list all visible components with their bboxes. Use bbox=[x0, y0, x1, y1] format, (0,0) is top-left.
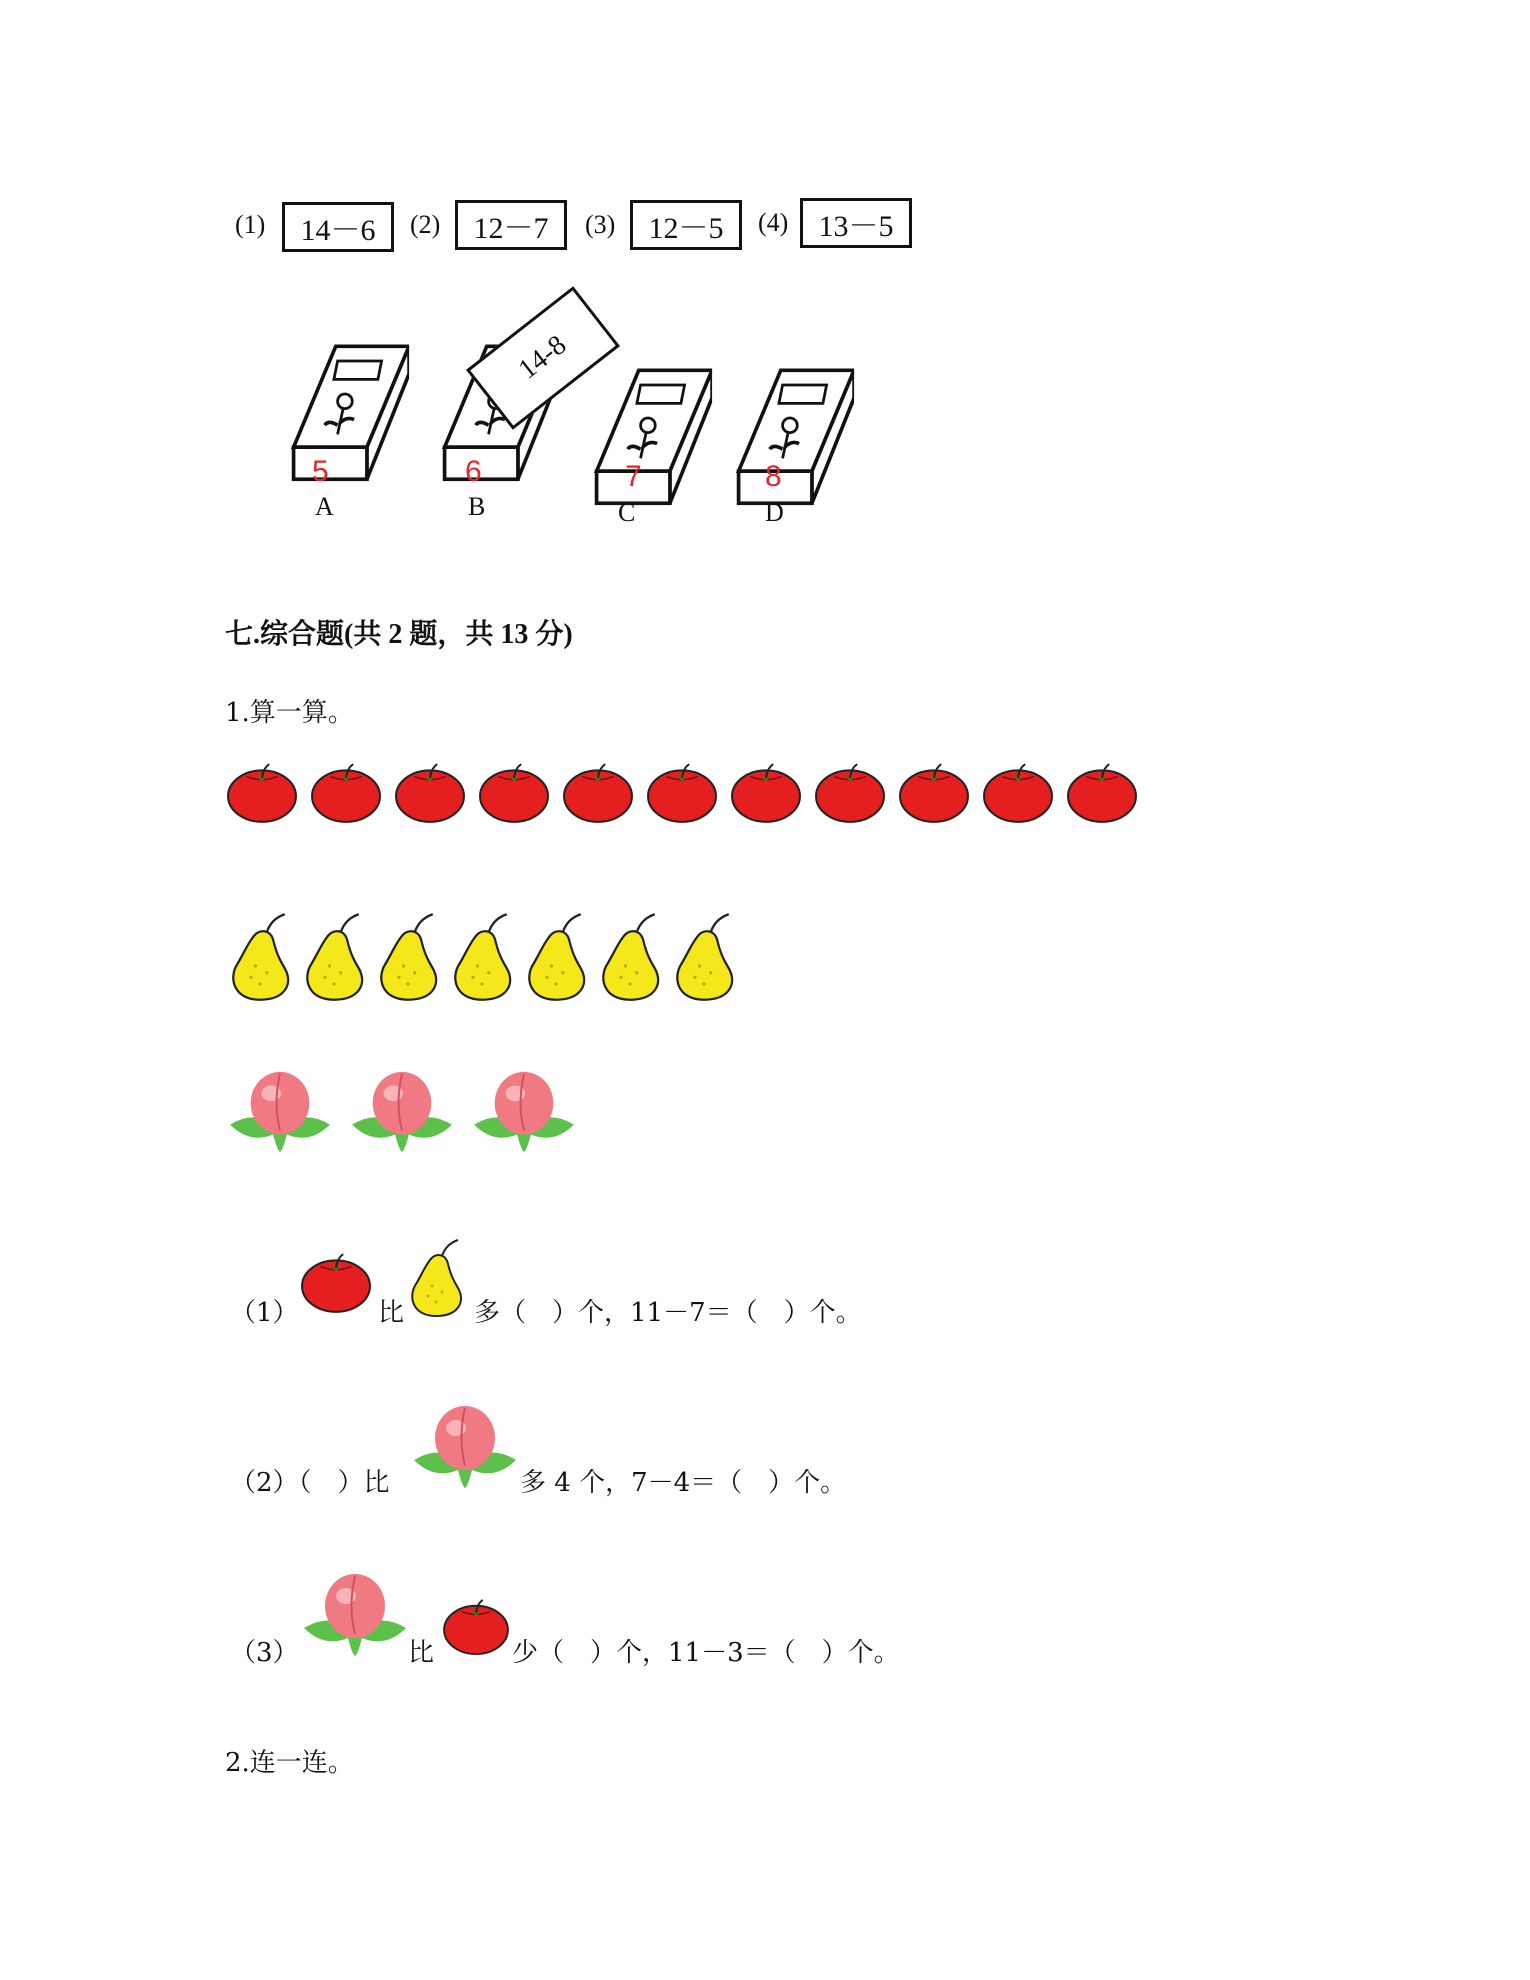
section-title: 七.综合题(共 2 题，共 13 分) bbox=[225, 619, 573, 650]
apple-row bbox=[226, 762, 1138, 824]
box-b-card-text: 14-8 bbox=[512, 329, 573, 386]
box-c-illustration bbox=[585, 352, 720, 517]
apple-icon bbox=[442, 1598, 510, 1656]
pear-row bbox=[226, 912, 738, 1002]
expr-card-1: 14－6 bbox=[282, 202, 394, 252]
peach-icon bbox=[348, 1066, 456, 1154]
box-c-number: 7 bbox=[625, 460, 642, 493]
box-a-letter: A bbox=[315, 492, 334, 521]
pear-icon bbox=[406, 1238, 466, 1318]
apple-icon bbox=[982, 762, 1054, 824]
apple-icon bbox=[310, 762, 382, 824]
pear-icon bbox=[522, 912, 590, 1002]
apple-icon bbox=[562, 762, 634, 824]
apple-icon bbox=[814, 762, 886, 824]
apple-icon bbox=[646, 762, 718, 824]
apple-icon bbox=[898, 762, 970, 824]
box-d-illustration bbox=[727, 352, 862, 517]
expr-card-2: 12－7 bbox=[455, 200, 567, 250]
expr-label-4: (4) bbox=[758, 208, 789, 237]
expr-label-3: (3) bbox=[585, 210, 616, 239]
peach-icon bbox=[410, 1400, 520, 1490]
peach-icon bbox=[300, 1568, 410, 1658]
expr-label-1: (1) bbox=[235, 210, 266, 239]
box-d-letter: D bbox=[765, 498, 784, 527]
apple-icon bbox=[300, 1252, 372, 1314]
question-2-title: 2.连一连。 bbox=[225, 1748, 354, 1778]
box-a-number: 5 bbox=[312, 455, 329, 488]
sub1-bi: 比 bbox=[378, 1298, 405, 1328]
expr-label-2: (2) bbox=[410, 210, 441, 239]
sub3-rest: 少（ ）个，11－3＝（ ）个。 bbox=[512, 1638, 900, 1668]
sub2-rest: 多 4 个，7－4＝（ ）个。 bbox=[520, 1468, 847, 1498]
apple-icon bbox=[394, 762, 466, 824]
box-b-letter: B bbox=[468, 492, 486, 521]
question-1-title: 1.算一算。 bbox=[225, 698, 354, 728]
box-c-letter: C bbox=[618, 498, 636, 527]
sub1-label: （1） bbox=[230, 1298, 299, 1328]
apple-icon bbox=[226, 762, 298, 824]
sub1-rest: 多（ ）个，11－7＝（ ）个。 bbox=[474, 1298, 862, 1328]
apple-icon bbox=[478, 762, 550, 824]
sub3-label: （3） bbox=[230, 1638, 299, 1668]
peach-icon bbox=[470, 1066, 578, 1154]
apple-icon bbox=[730, 762, 802, 824]
pear-icon bbox=[226, 912, 294, 1002]
sub2-label: （2）（ ）比 bbox=[230, 1468, 390, 1498]
apple-icon bbox=[1066, 762, 1138, 824]
box-d-number: 8 bbox=[765, 460, 782, 493]
box-a-illustration bbox=[282, 328, 417, 493]
pear-icon bbox=[670, 912, 738, 1002]
pear-icon bbox=[300, 912, 368, 1002]
pear-icon bbox=[374, 912, 442, 1002]
box-b-number: 6 bbox=[465, 455, 482, 488]
peach-icon bbox=[226, 1066, 334, 1154]
sub3-bi: 比 bbox=[408, 1638, 435, 1668]
expr-card-4: 13－5 bbox=[800, 198, 912, 248]
pear-icon bbox=[448, 912, 516, 1002]
expr-card-3: 12－5 bbox=[630, 200, 742, 250]
peach-row bbox=[226, 1066, 578, 1154]
pear-icon bbox=[596, 912, 664, 1002]
